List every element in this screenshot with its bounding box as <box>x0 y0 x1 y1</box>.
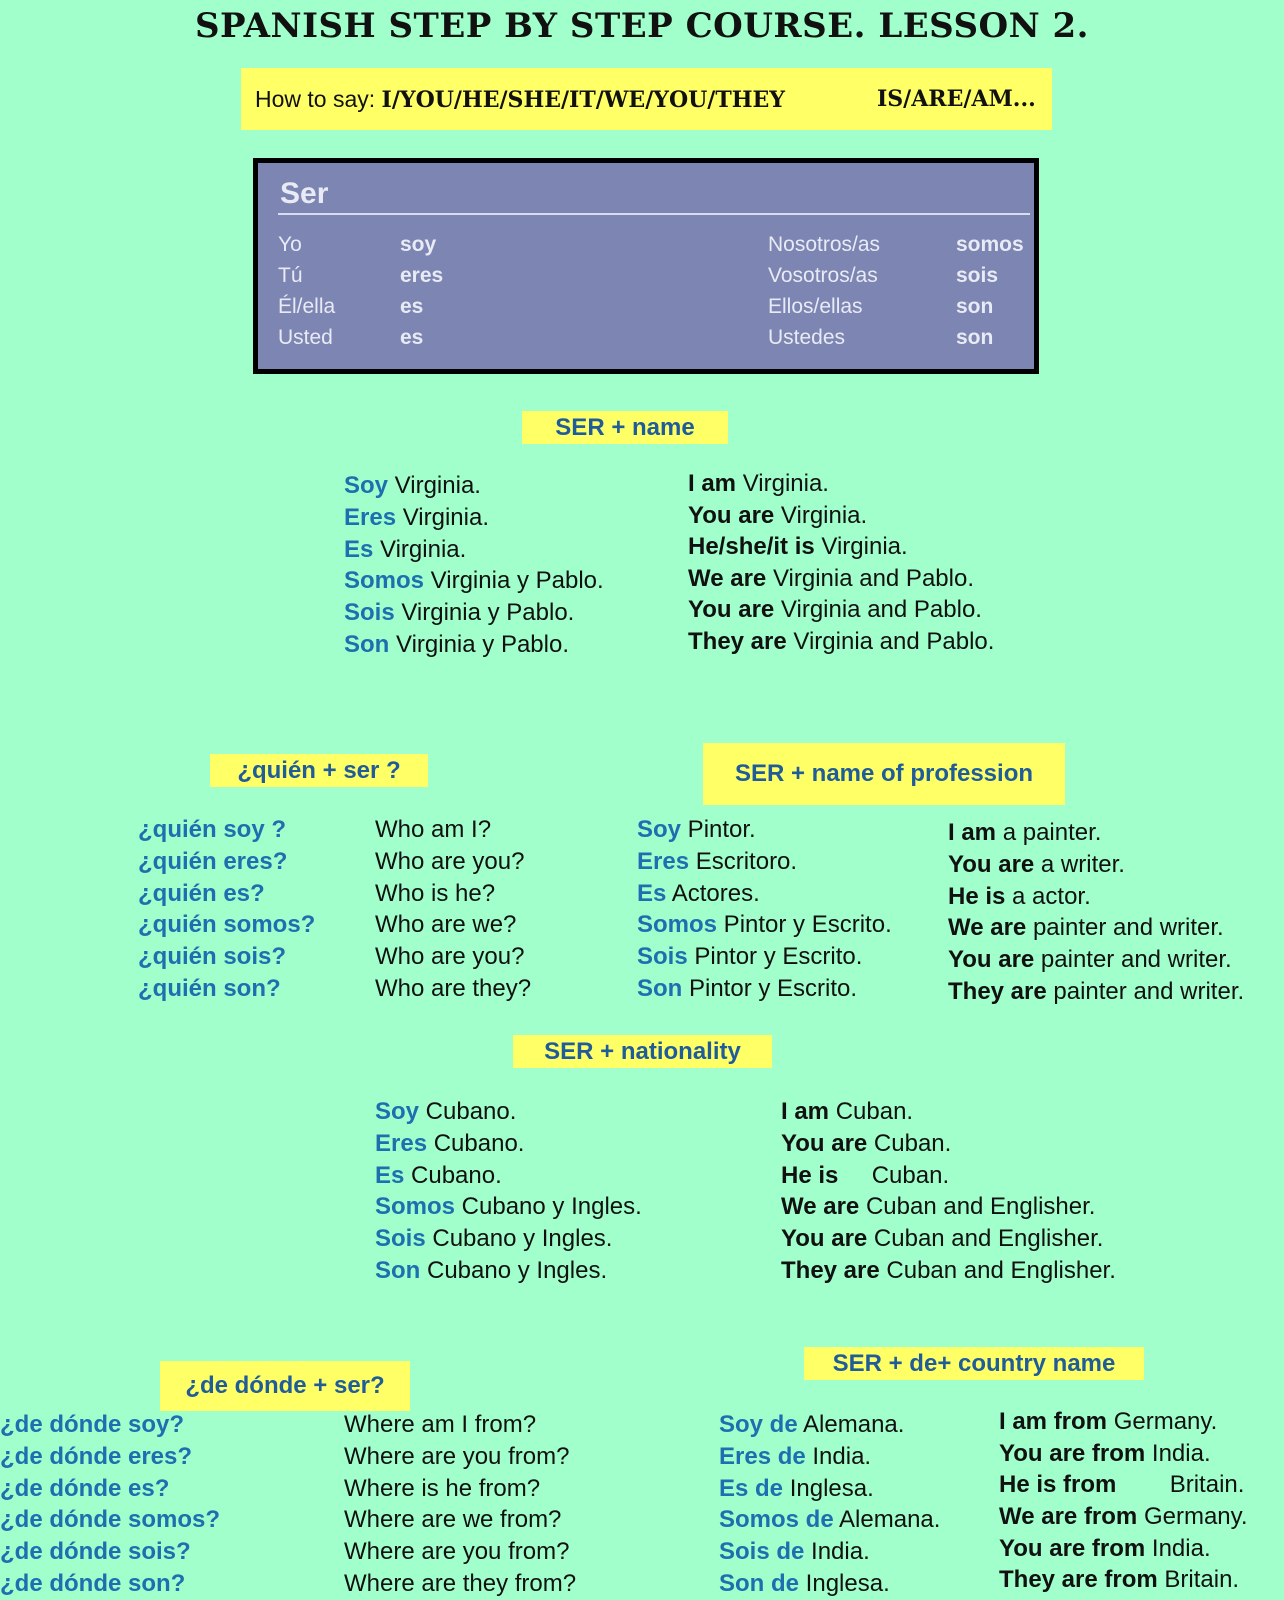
ser-form: somos <box>956 233 1024 256</box>
list-item: ¿de dónde sois? <box>0 1538 191 1565</box>
list-item: You are a writer. <box>948 851 1125 878</box>
list-item: Where are you from? <box>344 1538 570 1565</box>
list-item: They are from Britain. <box>999 1566 1240 1593</box>
list-item: ¿quién sois? <box>138 943 287 970</box>
ser-pronoun: Nosotros/as <box>768 233 881 256</box>
list-item: ¿de dónde eres? <box>0 1443 193 1470</box>
list-item: ¿quién eres? <box>138 848 288 875</box>
ser-conjugation-table <box>253 158 1039 374</box>
section-label-ser-name: SER + name <box>522 411 728 444</box>
list-item: Es Virginia. <box>344 536 467 563</box>
ser-pronoun: Ustedes <box>768 326 846 349</box>
list-item: Eres Virginia. <box>344 504 489 531</box>
list-item: We are Virginia and Pablo. <box>688 565 974 592</box>
list-item: ¿quién son? <box>138 975 281 1002</box>
how-to-pronouns: I/YOU/HE/SHE/IT/WE/YOU/THEY <box>381 87 785 113</box>
list-item: ¿quién es? <box>138 880 265 907</box>
list-item: Sois Virginia y Pablo. <box>344 599 575 626</box>
list-item: They are Virginia and Pablo. <box>688 628 995 655</box>
list-item: He is a actor. <box>948 883 1091 910</box>
list-item: I am from Germany. <box>999 1408 1218 1435</box>
list-item: They are painter and writer. <box>948 978 1245 1005</box>
list-item: Somos de Alemana. <box>719 1506 941 1533</box>
list-item: Who are you? <box>375 848 525 875</box>
how-to-say-banner <box>241 68 1052 130</box>
list-item: Somos Pintor y Escrito. <box>637 911 892 938</box>
ser-table-heading: Ser <box>280 177 329 210</box>
list-item: Somos Cubano y Ingles. <box>375 1193 642 1220</box>
ser-form: es <box>400 326 424 349</box>
list-item: Son Cubano y Ingles. <box>375 1257 608 1284</box>
list-item: He is Cuban. <box>781 1162 950 1189</box>
list-item: He is from Britain. <box>999 1471 1245 1498</box>
ser-form: es <box>400 295 424 318</box>
list-item: Where is he from? <box>344 1475 541 1502</box>
list-item: They are Cuban and Englisher. <box>781 1257 1116 1284</box>
list-item: We are painter and writer. <box>948 914 1224 941</box>
how-to-prefix: How to say: <box>255 86 382 112</box>
list-item: Es Actores. <box>637 880 760 907</box>
list-item: Son de Inglesa. <box>719 1570 890 1597</box>
list-item: Son Virginia y Pablo. <box>344 631 569 658</box>
page-title: SPANISH STEP BY STEP COURSE. LESSON 2. <box>194 6 1090 46</box>
list-item: You are Cuban and Englisher. <box>781 1225 1104 1252</box>
section-label-profession: SER + name of profession <box>703 743 1065 805</box>
list-item: Es de Inglesa. <box>719 1475 874 1502</box>
list-item: Who am I? <box>375 816 492 843</box>
section-label-quien: ¿quién + ser ? <box>210 754 428 787</box>
list-item: Who are they? <box>375 975 532 1002</box>
list-item: He/she/it is Virginia. <box>688 533 908 560</box>
list-item: ¿quién soy ? <box>138 816 287 843</box>
section-label-donde: ¿de dónde + ser? <box>160 1361 410 1411</box>
ser-pronoun: Usted <box>278 326 333 349</box>
list-item: Somos Virginia y Pablo. <box>344 567 604 594</box>
list-item: Where are we from? <box>344 1506 562 1533</box>
list-item: Soy Cubano. <box>375 1098 517 1125</box>
ser-form: eres <box>400 264 444 287</box>
list-item: Soy de Alemana. <box>719 1411 905 1438</box>
ser-table-divider <box>278 213 1030 215</box>
ser-pronoun: Ellos/ellas <box>768 295 863 318</box>
ser-form: sois <box>956 264 999 287</box>
section-label-country: SER + de+ country name <box>804 1347 1144 1380</box>
section-label-nationality: SER + nationality <box>513 1035 772 1068</box>
list-item: You are Virginia. <box>688 502 868 529</box>
ser-pronoun: Vosotros/as <box>768 264 878 287</box>
list-item: I am Cuban. <box>781 1098 914 1125</box>
ser-form: son <box>956 295 994 318</box>
list-item: Sois Pintor y Escrito. <box>637 943 863 970</box>
list-item: Where am I from? <box>344 1411 537 1438</box>
list-item: We are Cuban and Englisher. <box>781 1193 1096 1220</box>
list-item: You are from India. <box>999 1535 1211 1562</box>
list-item: I am a painter. <box>948 819 1102 846</box>
list-item: Eres Cubano. <box>375 1130 525 1157</box>
list-item: ¿de dónde soy? <box>0 1411 185 1438</box>
list-item: We are from Germany. <box>999 1503 1248 1530</box>
ser-form: soy <box>400 233 437 256</box>
list-item: Soy Virginia. <box>344 472 481 499</box>
ser-form: son <box>956 326 994 349</box>
list-item: Who are you? <box>375 943 525 970</box>
list-item: You are from India. <box>999 1440 1211 1467</box>
how-to-verbs: IS/ARE/AM... <box>877 86 1036 112</box>
list-item: Who is he? <box>375 880 496 907</box>
list-item: Where are they from? <box>344 1570 577 1597</box>
list-item: ¿de dónde es? <box>0 1475 170 1502</box>
list-item: Sois Cubano y Ingles. <box>375 1225 613 1252</box>
list-item: ¿quién somos? <box>138 911 316 938</box>
list-item: You are Virginia and Pablo. <box>688 596 982 623</box>
ser-pronoun: Yo <box>278 233 302 256</box>
list-item: Eres Escritoro. <box>637 848 798 875</box>
list-item: ¿de dónde somos? <box>0 1506 221 1533</box>
ser-pronoun: Él/ella <box>278 295 336 318</box>
list-item: Where are you from? <box>344 1443 570 1470</box>
list-item: You are Cuban. <box>781 1130 952 1157</box>
ser-pronoun: Tú <box>278 264 303 287</box>
list-item: Es Cubano. <box>375 1162 502 1189</box>
list-item: You are painter and writer. <box>948 946 1232 973</box>
list-item: Son Pintor y Escrito. <box>637 975 858 1002</box>
list-item: I am Virginia. <box>688 470 829 497</box>
list-item: Soy Pintor. <box>637 816 756 843</box>
list-item: Sois de India. <box>719 1538 870 1565</box>
list-item: ¿de dónde son? <box>0 1570 186 1597</box>
list-item: Eres de India. <box>719 1443 872 1470</box>
list-item: Who are we? <box>375 911 517 938</box>
